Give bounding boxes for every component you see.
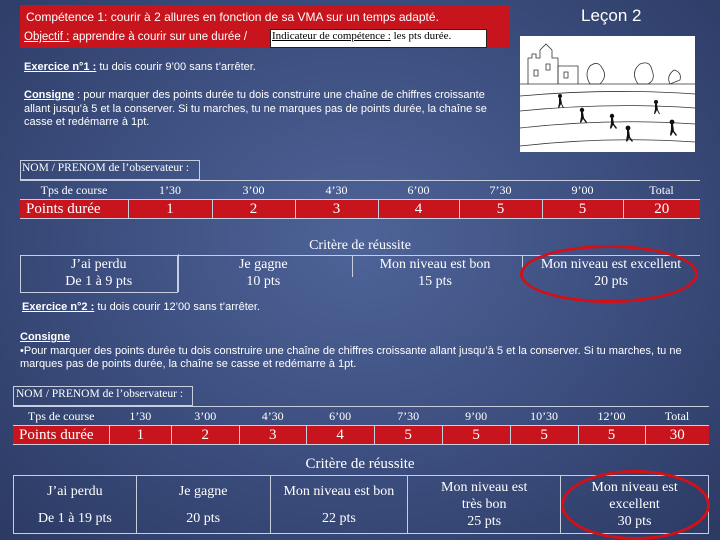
points-cell[interactable]: 1 <box>109 426 171 445</box>
criteria-range: 20 pts <box>594 274 628 289</box>
criteria-cell <box>348 254 522 292</box>
exercise1-points-row <box>20 200 700 219</box>
time-cell: 12’00 <box>578 407 645 426</box>
indicateur-label: Indicateur de compétence : <box>272 30 391 42</box>
criteria-cell <box>178 254 348 292</box>
time-cell-total: Total <box>645 407 709 426</box>
criteria-cell <box>14 476 137 534</box>
points-cell[interactable]: 5 <box>578 426 645 445</box>
criteria-cell <box>136 476 270 534</box>
points-cell[interactable]: 5 <box>510 426 578 445</box>
criteria-label: Je gagne <box>178 483 228 499</box>
points-cell[interactable]: 4 <box>306 426 374 445</box>
exercise2-instruction <box>22 301 260 313</box>
exercise1-observer-box <box>20 160 200 180</box>
criteria-label: Mon niveau est bon <box>283 483 395 499</box>
criteria-label: Mon niveau est excellent <box>540 257 682 272</box>
points-cell[interactable]: 4 <box>378 200 459 219</box>
exercise2-consigne-text: •Pour marquer des points durée tu dois construire une chaîne de chiffres croissante allant jusqu’à 5 et la conserver. Si tu marches, tu ne marques pas de points durée, la chaîne se casse et redémarre à 1pt. <box>20 344 682 370</box>
time-cell-total: Total <box>623 181 700 200</box>
objectif-label: Objectif : <box>24 31 70 43</box>
criteria-range: De 1 à 9 pts <box>65 274 133 289</box>
time-cell: 4’30 <box>239 407 306 426</box>
time-cell: 4’30 <box>295 181 378 200</box>
objectif-value: apprendre à courir sur une durée / <box>69 31 248 43</box>
time-cell: 1’30 <box>109 407 171 426</box>
exercise2-text: tu dois courir 12’00 sans t’arrêter. <box>94 301 260 313</box>
time-cell: 7’30 <box>374 407 442 426</box>
exercise1-title: Exercice n°1 : <box>24 61 97 73</box>
exercise1-text: tu dois courir 9’00 sans t’arrêter. <box>96 61 256 73</box>
criteria-cell <box>270 476 408 534</box>
criteria-range: 20 pts <box>186 510 221 526</box>
exercise1-observer-label: NOM / PRENOM de l’observateur : <box>22 162 190 174</box>
criteria-range: 25 pts <box>467 514 502 529</box>
criteria-cell <box>408 476 561 534</box>
criteria-range: De 1 à 19 pts <box>37 510 112 526</box>
highlight-ring-excellent <box>561 470 710 540</box>
criteria-label: J’ai perdu <box>47 483 103 499</box>
criteria-label: Je gagne <box>238 257 288 272</box>
exercise1-score-table <box>20 180 700 219</box>
criteria-range: 10 pts <box>246 274 281 289</box>
time-cell: 6’00 <box>306 407 374 426</box>
exercise1-consigne-label: Consigne <box>24 89 75 101</box>
exercise1-consigne <box>24 89 499 130</box>
exercise2-consigne-label: Consigne <box>20 331 71 343</box>
points-row-label: Points durée <box>13 426 109 445</box>
exercise2-observer-label: NOM / PRENOM de l’observateur : <box>16 388 184 400</box>
criteria-label: J’ai perdu <box>70 257 127 272</box>
running-track-illustration <box>520 36 695 152</box>
points-row-label: Points durée <box>20 200 128 219</box>
criteria-label: Mon niveau est excellent <box>591 480 678 512</box>
points-cell[interactable]: 5 <box>374 426 442 445</box>
exercise2-criteria-title: Critère de réussite <box>305 456 415 472</box>
exercise2-time-row <box>13 407 709 426</box>
criteria1-divider <box>178 255 179 277</box>
lecon-title: Leçon 2 <box>581 6 642 25</box>
exercise2-consigne <box>20 331 700 372</box>
time-cell: 3’00 <box>171 407 239 426</box>
points-cell[interactable]: 5 <box>542 200 623 219</box>
criteria-label: Mon niveau est bon <box>379 257 491 272</box>
exercise1-time-row <box>20 181 700 200</box>
criteria-label: Mon niveau est très bon <box>441 480 528 512</box>
indicateur-value: les pts durée. <box>390 30 452 42</box>
points-cell[interactable]: 1 <box>128 200 212 219</box>
time-cell: 9’00 <box>542 181 623 200</box>
time-cell: 6’00 <box>378 181 459 200</box>
competence-text <box>26 10 439 25</box>
highlight-ring-excellent <box>520 245 698 303</box>
points-cell[interactable]: 3 <box>239 426 306 445</box>
exercise2-points-row <box>13 426 709 445</box>
objectif-text <box>24 31 247 43</box>
exercise2-score-table <box>13 406 709 445</box>
points-cell[interactable]: 3 <box>295 200 378 219</box>
criteria-range: 22 pts <box>321 510 356 526</box>
exercise1-consigne-text: : pour marquer des points durée tu dois construire une chaîne de chiffres croissante allant jusqu’à 5 et la conserver. Si tu marches, tu ne marques pas de points durée, la chaîne se casse et redémarre à 1pt. <box>24 89 487 128</box>
time-row-label: Tps de course <box>13 407 109 426</box>
time-cell: 9’00 <box>442 407 510 426</box>
exercise2-title: Exercice n°2 : <box>22 301 95 313</box>
time-cell: 7’30 <box>459 181 542 200</box>
points-cell[interactable]: 5 <box>459 200 542 219</box>
criteria1-box-left <box>20 255 178 293</box>
track-sketch-icon <box>520 36 695 152</box>
time-cell: 10’30 <box>510 407 578 426</box>
points-cell[interactable]: 2 <box>171 426 239 445</box>
points-cell-total[interactable]: 30 <box>645 426 709 445</box>
time-row-label: Tps de course <box>20 181 128 200</box>
exercise2-observer-box <box>13 386 193 406</box>
points-cell[interactable]: 2 <box>212 200 295 219</box>
indicateur-text <box>272 30 451 42</box>
criteria-range: 30 pts <box>617 514 652 529</box>
exercise1-instruction <box>24 61 256 73</box>
points-cell-total[interactable]: 20 <box>623 200 700 219</box>
exercise1-criteria-title: Critère de réussite <box>309 237 411 253</box>
time-cell: 3’00 <box>212 181 295 200</box>
competence-text-value: Compétence 1: courir à 2 allures en fonction de sa VMA sur un temps adapté. <box>26 10 439 24</box>
criteria-range: 15 pts <box>418 274 452 289</box>
points-cell[interactable]: 5 <box>442 426 510 445</box>
criteria1-divider <box>352 255 353 277</box>
time-cell: 1’30 <box>128 181 212 200</box>
